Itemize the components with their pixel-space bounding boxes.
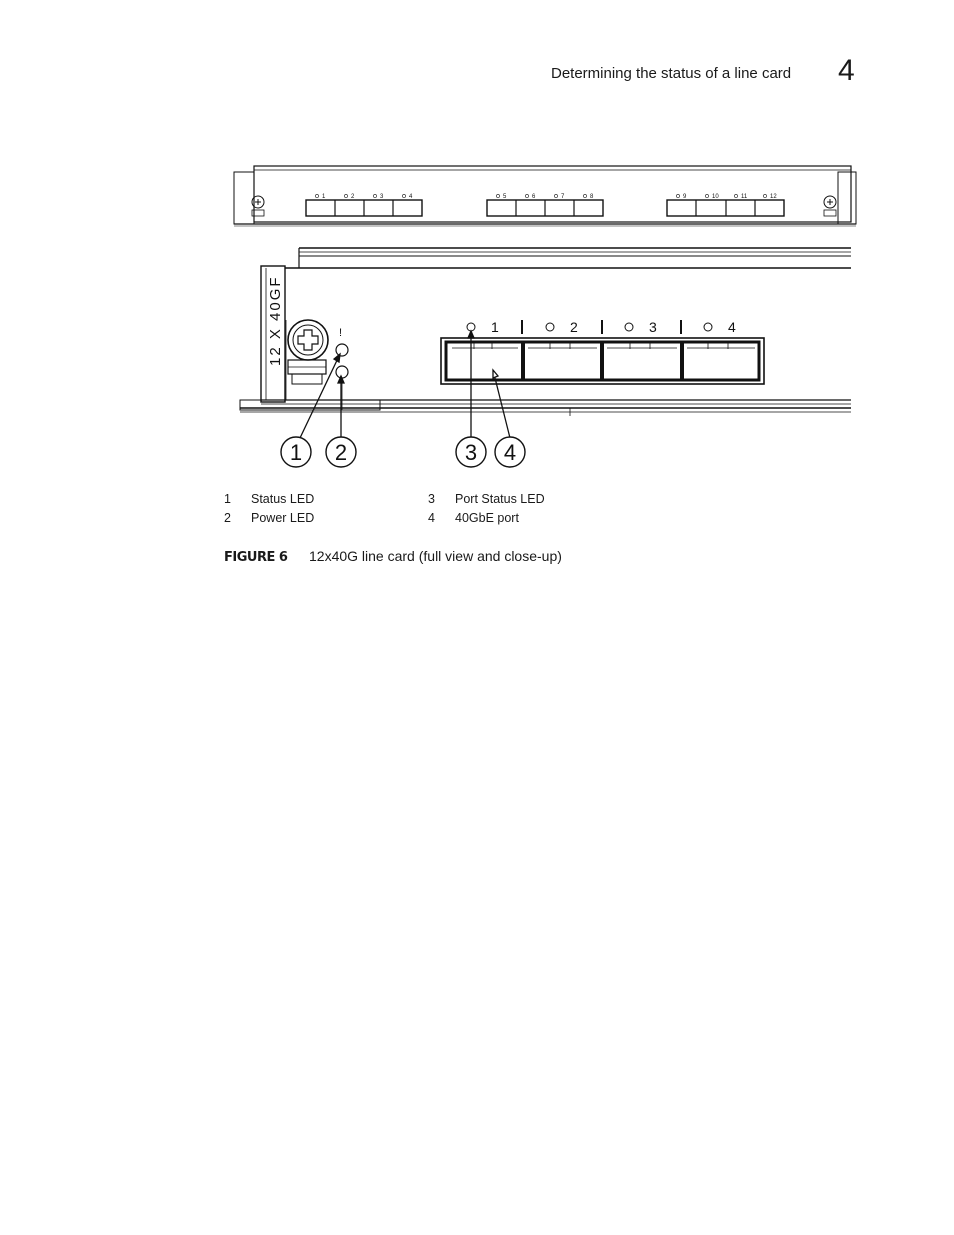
full-port-label: 4 <box>409 194 413 200</box>
legend-number: 4 <box>428 511 435 525</box>
closeup-ports <box>441 320 764 384</box>
full-port-label: 11 <box>741 194 748 200</box>
section-title: Determining the status of a line card <box>551 65 792 82</box>
legend-number: 3 <box>428 492 435 506</box>
callout-1: 1 <box>289 440 303 465</box>
full-port-label: 9 <box>683 194 687 200</box>
legend-number: 2 <box>224 511 231 525</box>
closeup-port-label: 3 <box>649 319 657 335</box>
callout-3: 3 <box>464 440 478 465</box>
full-port-label: 7 <box>561 194 565 200</box>
chapter-number: 4 <box>838 54 855 87</box>
callouts <box>281 437 525 467</box>
closeup-card-label: 12 X 40GF <box>267 275 284 366</box>
full-port-label: 6 <box>532 194 536 200</box>
full-view-card <box>234 166 856 226</box>
full-port-label: 2 <box>351 194 355 200</box>
legend-label: Power LED <box>251 511 315 525</box>
full-port-label: 1 <box>322 194 326 200</box>
callout-4: 4 <box>503 440 517 465</box>
closeup-port-label: 2 <box>570 319 578 335</box>
legend-number: 1 <box>224 492 231 506</box>
closeup-card <box>240 248 851 416</box>
closeup-port-label: 1 <box>491 319 499 335</box>
legend-label: 40GbE port <box>455 511 519 525</box>
line-card-figure <box>230 160 860 480</box>
full-port-label: 10 <box>712 194 719 200</box>
full-port-label: 8 <box>590 194 594 200</box>
legend-label: Port Status LED <box>455 492 545 506</box>
callout-2: 2 <box>334 440 348 465</box>
full-port-label: 3 <box>380 194 384 200</box>
figure-caption-tag: FIGURE 6 <box>224 550 288 565</box>
closeup-port-label: 4 <box>728 319 736 335</box>
legend-label: Status LED <box>251 492 315 506</box>
figure-caption <box>224 548 562 565</box>
figure-caption-text: 12x40G line card (full view and close-up) <box>309 548 562 564</box>
full-view-port-labels <box>315 194 777 200</box>
full-port-label: 5 <box>503 194 507 200</box>
full-port-label: 12 <box>770 194 777 200</box>
svg-text:!: ! <box>339 327 343 339</box>
